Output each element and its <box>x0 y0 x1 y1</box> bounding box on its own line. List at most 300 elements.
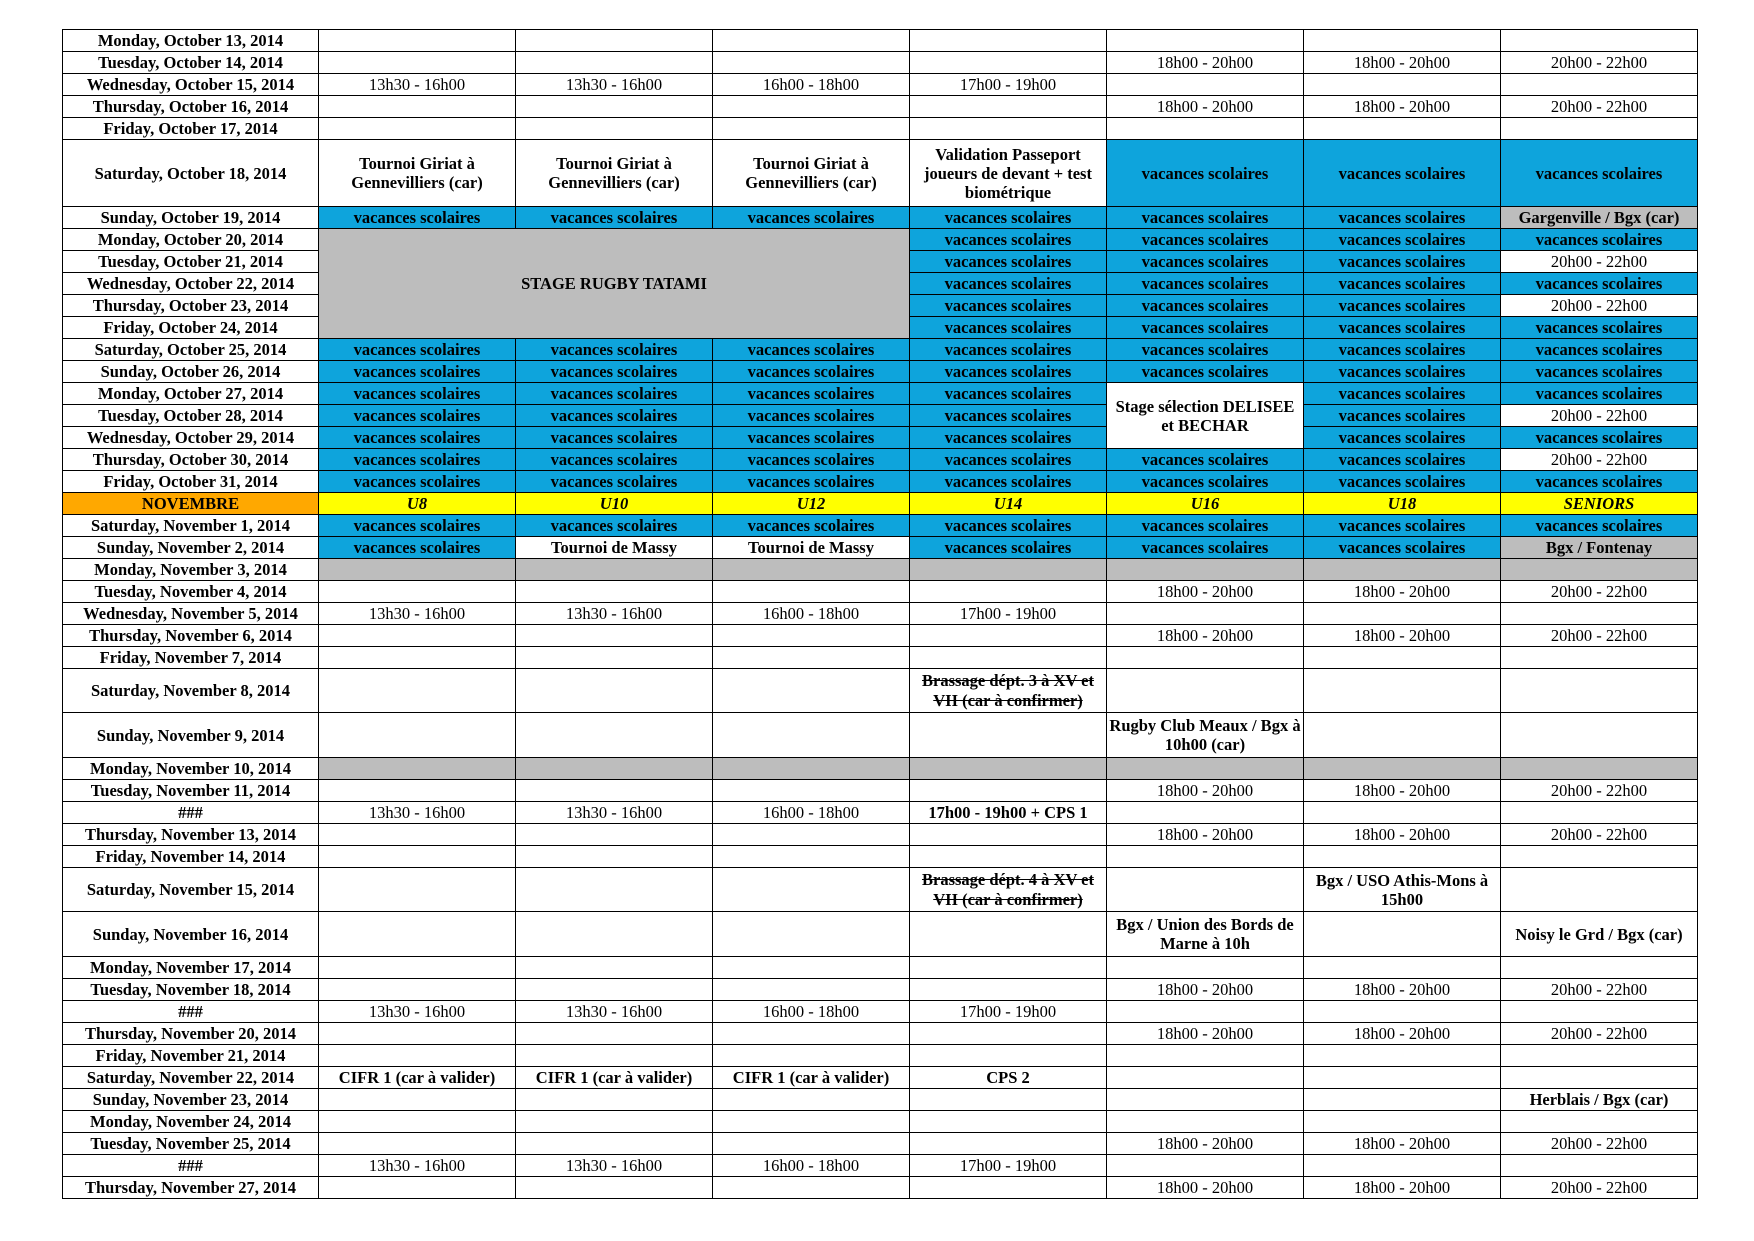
date-cell: ### <box>63 802 319 824</box>
schedule-cell: 13h30 - 16h00 <box>516 74 713 96</box>
schedule-cell <box>319 868 516 912</box>
schedule-cell <box>1304 603 1501 625</box>
schedule-cell: Gargenville / Bgx (car) <box>1501 207 1698 229</box>
schedule-cell <box>1501 868 1698 912</box>
schedule-cell <box>319 780 516 802</box>
date-cell: Sunday, November 9, 2014 <box>63 713 319 758</box>
schedule-cell <box>1501 713 1698 758</box>
schedule-cell: vacances scolaires <box>1107 515 1304 537</box>
table-row <box>63 824 1698 846</box>
schedule-cell: vacances scolaires <box>910 251 1107 273</box>
schedule-cell <box>713 824 910 846</box>
table-row <box>63 957 1698 979</box>
schedule-cell: vacances scolaires <box>1304 405 1501 427</box>
table-row <box>63 1133 1698 1155</box>
schedule-cell: vacances scolaires <box>713 405 910 427</box>
table-row <box>63 669 1698 713</box>
schedule-cell <box>713 30 910 52</box>
table-row <box>63 515 1698 537</box>
schedule-cell <box>713 1133 910 1155</box>
table-row <box>63 625 1698 647</box>
schedule-cell <box>319 1045 516 1067</box>
date-cell: Saturday, November 8, 2014 <box>63 669 319 713</box>
schedule-cell: vacances scolaires <box>319 339 516 361</box>
schedule-cell: 18h00 - 20h00 <box>1107 780 1304 802</box>
schedule-cell <box>1107 957 1304 979</box>
schedule-cell <box>1304 669 1501 713</box>
table-row <box>63 559 1698 581</box>
schedule-cell <box>1107 647 1304 669</box>
schedule-cell: 13h30 - 16h00 <box>319 603 516 625</box>
schedule-cell <box>1107 669 1304 713</box>
date-cell: Thursday, October 16, 2014 <box>63 96 319 118</box>
schedule-cell <box>319 30 516 52</box>
date-cell: Tuesday, November 4, 2014 <box>63 581 319 603</box>
schedule-cell <box>910 1045 1107 1067</box>
schedule-cell <box>516 957 713 979</box>
schedule-cell: vacances scolaires <box>516 427 713 449</box>
schedule-cell: 18h00 - 20h00 <box>1304 581 1501 603</box>
schedule-cell: vacances scolaires <box>910 273 1107 295</box>
schedule-cell: 16h00 - 18h00 <box>713 74 910 96</box>
schedule-cell <box>319 912 516 957</box>
schedule-cell: vacances scolaires <box>1304 383 1501 405</box>
schedule-cell: vacances scolaires <box>1107 449 1304 471</box>
date-cell: Wednesday, November 5, 2014 <box>63 603 319 625</box>
table-row <box>63 1089 1698 1111</box>
table-row <box>63 912 1698 957</box>
schedule-cell: vacances scolaires <box>516 339 713 361</box>
schedule-cell: Brassage dépt. 3 à XV et VII (car à confirmer) <box>910 669 1107 713</box>
date-cell: Monday, November 3, 2014 <box>63 559 319 581</box>
date-cell: Saturday, November 15, 2014 <box>63 868 319 912</box>
schedule-cell <box>713 1045 910 1067</box>
schedule-cell <box>1304 118 1501 140</box>
schedule-cell <box>1107 1067 1304 1089</box>
schedule-cell <box>516 780 713 802</box>
schedule-cell <box>1501 1045 1698 1067</box>
schedule-cell: vacances scolaires <box>319 361 516 383</box>
schedule-cell: vacances scolaires <box>713 361 910 383</box>
schedule-cell <box>319 647 516 669</box>
schedule-cell: 17h00 - 19h00 <box>910 74 1107 96</box>
schedule-cell: vacances scolaires <box>910 339 1107 361</box>
schedule-cell <box>516 713 713 758</box>
schedule-cell: 18h00 - 20h00 <box>1107 581 1304 603</box>
schedule-cell <box>1107 603 1304 625</box>
schedule-cell <box>1501 1155 1698 1177</box>
schedule-cell: 20h00 - 22h00 <box>1501 52 1698 74</box>
schedule-cell: 17h00 - 19h00 <box>910 1155 1107 1177</box>
schedule-cell: CIFR 1 (car à valider) <box>516 1067 713 1089</box>
schedule-cell: Stage sélection DELISEE et BECHAR <box>1107 383 1304 449</box>
table-row <box>63 1045 1698 1067</box>
table-row <box>63 780 1698 802</box>
schedule-cell <box>713 1023 910 1045</box>
schedule-cell: vacances scolaires <box>516 383 713 405</box>
schedule-cell: vacances scolaires <box>713 427 910 449</box>
schedule-cell: 18h00 - 20h00 <box>1304 979 1501 1001</box>
schedule-cell <box>1501 1001 1698 1023</box>
schedule-cell <box>516 647 713 669</box>
schedule-cell: vacances scolaires <box>1107 361 1304 383</box>
date-cell: Wednesday, October 29, 2014 <box>63 427 319 449</box>
schedule-cell <box>516 912 713 957</box>
date-cell: Sunday, October 26, 2014 <box>63 361 319 383</box>
schedule-cell <box>1501 118 1698 140</box>
table-row <box>63 846 1698 868</box>
schedule-cell: 18h00 - 20h00 <box>1107 824 1304 846</box>
schedule-cell <box>1304 74 1501 96</box>
schedule-cell: vacances scolaires <box>1501 383 1698 405</box>
date-cell: Saturday, November 22, 2014 <box>63 1067 319 1089</box>
schedule-cell <box>910 979 1107 1001</box>
schedule-cell: vacances scolaires <box>910 229 1107 251</box>
schedule-cell <box>910 846 1107 868</box>
schedule-cell <box>319 713 516 758</box>
schedule-cell: 20h00 - 22h00 <box>1501 824 1698 846</box>
schedule-cell: Tournoi Giriat à Gennevilliers (car) <box>319 140 516 207</box>
schedule-cell: 17h00 - 19h00 + CPS 1 <box>910 802 1107 824</box>
schedule-cell <box>910 1133 1107 1155</box>
schedule-cell: vacances scolaires <box>516 471 713 493</box>
schedule-cell: vacances scolaires <box>1304 449 1501 471</box>
schedule-cell: Rugby Club Meaux / Bgx à 10h00 (car) <box>1107 713 1304 758</box>
date-cell: Sunday, November 2, 2014 <box>63 537 319 559</box>
schedule-cell <box>1501 846 1698 868</box>
schedule-cell <box>910 758 1107 780</box>
schedule-cell <box>1107 74 1304 96</box>
schedule-cell <box>1501 74 1698 96</box>
schedule-cell <box>1304 647 1501 669</box>
schedule-cell: vacances scolaires <box>1107 295 1304 317</box>
schedule-cell <box>319 96 516 118</box>
schedule-cell <box>516 1045 713 1067</box>
date-cell: Sunday, October 19, 2014 <box>63 207 319 229</box>
schedule-cell: 13h30 - 16h00 <box>516 1001 713 1023</box>
schedule-cell <box>516 52 713 74</box>
schedule-cell <box>1501 30 1698 52</box>
schedule-table <box>62 29 1698 1199</box>
schedule-cell <box>319 846 516 868</box>
table-row <box>63 979 1698 1001</box>
schedule-cell <box>319 118 516 140</box>
schedule-cell: vacances scolaires <box>1501 317 1698 339</box>
schedule-cell: vacances scolaires <box>1304 207 1501 229</box>
schedule-cell <box>516 868 713 912</box>
schedule-cell <box>516 846 713 868</box>
schedule-cell <box>713 1089 910 1111</box>
schedule-cell <box>1107 118 1304 140</box>
table-row <box>63 537 1698 559</box>
schedule-cell: vacances scolaires <box>1501 229 1698 251</box>
schedule-cell: vacances scolaires <box>1107 339 1304 361</box>
schedule-cell <box>713 669 910 713</box>
schedule-cell <box>1107 1155 1304 1177</box>
schedule-cell: Brassage dépt. 4 à XV et VII (car à confirmer) <box>910 868 1107 912</box>
schedule-cell: vacances scolaires <box>1107 140 1304 207</box>
schedule-body <box>63 30 1698 1199</box>
schedule-cell: vacances scolaires <box>1501 427 1698 449</box>
schedule-cell <box>1304 1155 1501 1177</box>
schedule-cell <box>910 581 1107 603</box>
table-row <box>63 207 1698 229</box>
date-cell: Friday, October 17, 2014 <box>63 118 319 140</box>
schedule-cell <box>713 758 910 780</box>
date-cell: Thursday, November 27, 2014 <box>63 1177 319 1199</box>
schedule-cell <box>319 52 516 74</box>
schedule-cell: vacances scolaires <box>1107 317 1304 339</box>
schedule-cell <box>319 1023 516 1045</box>
schedule-cell: U10 <box>516 493 713 515</box>
schedule-cell: vacances scolaires <box>713 207 910 229</box>
schedule-cell: 17h00 - 19h00 <box>910 603 1107 625</box>
schedule-cell: vacances scolaires <box>319 207 516 229</box>
schedule-cell: vacances scolaires <box>1107 273 1304 295</box>
schedule-cell: 18h00 - 20h00 <box>1304 1177 1501 1199</box>
schedule-cell <box>319 957 516 979</box>
schedule-cell: 18h00 - 20h00 <box>1107 979 1304 1001</box>
schedule-cell: U18 <box>1304 493 1501 515</box>
table-row <box>63 52 1698 74</box>
schedule-cell: 16h00 - 18h00 <box>713 802 910 824</box>
schedule-cell: 20h00 - 22h00 <box>1501 1023 1698 1045</box>
date-cell: Thursday, October 23, 2014 <box>63 295 319 317</box>
schedule-cell: 18h00 - 20h00 <box>1304 780 1501 802</box>
schedule-cell <box>713 957 910 979</box>
schedule-cell <box>1501 1111 1698 1133</box>
schedule-cell <box>713 912 910 957</box>
table-row <box>63 140 1698 207</box>
schedule-cell: 18h00 - 20h00 <box>1304 52 1501 74</box>
schedule-cell <box>319 1133 516 1155</box>
schedule-cell: vacances scolaires <box>910 449 1107 471</box>
schedule-cell: vacances scolaires <box>516 361 713 383</box>
date-cell: Friday, November 14, 2014 <box>63 846 319 868</box>
date-cell: Tuesday, November 25, 2014 <box>63 1133 319 1155</box>
schedule-cell <box>713 96 910 118</box>
table-row <box>63 361 1698 383</box>
schedule-cell: Validation Passeport joueurs de devant + test biométrique <box>910 140 1107 207</box>
schedule-cell <box>910 912 1107 957</box>
schedule-cell <box>713 647 910 669</box>
schedule-cell <box>1304 1001 1501 1023</box>
schedule-cell <box>910 625 1107 647</box>
schedule-cell: vacances scolaires <box>1501 140 1698 207</box>
schedule-cell: vacances scolaires <box>1304 339 1501 361</box>
schedule-cell: vacances scolaires <box>1107 251 1304 273</box>
date-cell: Wednesday, October 15, 2014 <box>63 74 319 96</box>
schedule-cell: vacances scolaires <box>1107 537 1304 559</box>
schedule-cell <box>1501 758 1698 780</box>
schedule-cell: vacances scolaires <box>516 515 713 537</box>
table-row <box>63 30 1698 52</box>
schedule-cell: vacances scolaires <box>319 471 516 493</box>
table-row <box>63 118 1698 140</box>
schedule-cell: vacances scolaires <box>319 383 516 405</box>
schedule-cell: 20h00 - 22h00 <box>1501 625 1698 647</box>
schedule-cell <box>516 118 713 140</box>
schedule-cell <box>1107 1089 1304 1111</box>
schedule-cell <box>1304 1111 1501 1133</box>
schedule-cell <box>1107 868 1304 912</box>
schedule-cell: vacances scolaires <box>1304 140 1501 207</box>
schedule-cell: vacances scolaires <box>516 405 713 427</box>
schedule-cell: 16h00 - 18h00 <box>713 1001 910 1023</box>
schedule-cell: 18h00 - 20h00 <box>1107 52 1304 74</box>
schedule-cell <box>713 780 910 802</box>
schedule-cell <box>1501 957 1698 979</box>
date-cell: Thursday, November 6, 2014 <box>63 625 319 647</box>
date-cell: Monday, November 10, 2014 <box>63 758 319 780</box>
schedule-cell <box>516 1111 713 1133</box>
schedule-cell: U8 <box>319 493 516 515</box>
schedule-cell: vacances scolaires <box>319 427 516 449</box>
schedule-cell: 16h00 - 18h00 <box>713 1155 910 1177</box>
schedule-cell: CIFR 1 (car à valider) <box>713 1067 910 1089</box>
date-cell: Friday, November 7, 2014 <box>63 647 319 669</box>
schedule-cell: Bgx / Fontenay <box>1501 537 1698 559</box>
date-cell: Tuesday, November 18, 2014 <box>63 979 319 1001</box>
schedule-cell: 13h30 - 16h00 <box>319 1155 516 1177</box>
date-cell: Tuesday, October 21, 2014 <box>63 251 319 273</box>
date-cell: Thursday, October 30, 2014 <box>63 449 319 471</box>
schedule-cell <box>1107 1001 1304 1023</box>
schedule-cell: U12 <box>713 493 910 515</box>
schedule-cell: 20h00 - 22h00 <box>1501 96 1698 118</box>
schedule-cell <box>1304 846 1501 868</box>
schedule-cell <box>713 1177 910 1199</box>
schedule-cell: vacances scolaires <box>1304 317 1501 339</box>
schedule-cell: vacances scolaires <box>516 207 713 229</box>
table-row <box>63 427 1698 449</box>
date-cell: ### <box>63 1155 319 1177</box>
schedule-cell: vacances scolaires <box>910 317 1107 339</box>
schedule-cell <box>713 559 910 581</box>
schedule-cell: 13h30 - 16h00 <box>319 74 516 96</box>
schedule-cell: 18h00 - 20h00 <box>1304 1133 1501 1155</box>
table-row <box>63 581 1698 603</box>
schedule-cell: vacances scolaires <box>910 471 1107 493</box>
schedule-cell: 18h00 - 20h00 <box>1304 1023 1501 1045</box>
date-cell: ### <box>63 1001 319 1023</box>
schedule-cell <box>516 559 713 581</box>
table-row <box>63 802 1698 824</box>
schedule-cell <box>319 559 516 581</box>
schedule-cell <box>713 979 910 1001</box>
table-row <box>63 405 1698 427</box>
schedule-cell <box>1304 758 1501 780</box>
schedule-cell <box>713 868 910 912</box>
schedule-cell <box>516 758 713 780</box>
date-cell: Saturday, November 1, 2014 <box>63 515 319 537</box>
date-cell: Friday, October 31, 2014 <box>63 471 319 493</box>
schedule-cell: 13h30 - 16h00 <box>516 802 713 824</box>
schedule-cell: Tournoi Giriat à Gennevilliers (car) <box>516 140 713 207</box>
schedule-cell <box>319 979 516 1001</box>
schedule-cell <box>910 780 1107 802</box>
schedule-cell <box>910 824 1107 846</box>
schedule-cell: 18h00 - 20h00 <box>1107 1133 1304 1155</box>
schedule-cell: vacances scolaires <box>1107 471 1304 493</box>
schedule-cell <box>1304 802 1501 824</box>
schedule-cell <box>910 1089 1107 1111</box>
schedule-cell: vacances scolaires <box>319 515 516 537</box>
schedule-cell: 13h30 - 16h00 <box>319 802 516 824</box>
table-row <box>63 1023 1698 1045</box>
schedule-cell: STAGE RUGBY TATAMI <box>319 229 910 339</box>
schedule-cell: vacances scolaires <box>713 449 910 471</box>
date-cell: Monday, October 27, 2014 <box>63 383 319 405</box>
schedule-cell <box>319 669 516 713</box>
schedule-cell: vacances scolaires <box>319 405 516 427</box>
date-cell: Tuesday, October 28, 2014 <box>63 405 319 427</box>
schedule-cell: 13h30 - 16h00 <box>516 603 713 625</box>
schedule-cell: vacances scolaires <box>1501 471 1698 493</box>
schedule-cell <box>1107 30 1304 52</box>
schedule-cell <box>1107 559 1304 581</box>
schedule-cell: Noisy le Grd / Bgx (car) <box>1501 912 1698 957</box>
schedule-cell: vacances scolaires <box>1304 361 1501 383</box>
schedule-cell: vacances scolaires <box>1501 361 1698 383</box>
date-cell: Friday, November 21, 2014 <box>63 1045 319 1067</box>
schedule-cell: Tournoi de Massy <box>713 537 910 559</box>
schedule-cell: 16h00 - 18h00 <box>713 603 910 625</box>
table-row <box>63 1111 1698 1133</box>
schedule-cell: vacances scolaires <box>713 383 910 405</box>
table-row <box>63 1155 1698 1177</box>
schedule-cell <box>910 52 1107 74</box>
schedule-cell: vacances scolaires <box>910 361 1107 383</box>
schedule-cell <box>319 1111 516 1133</box>
date-cell: Monday, November 17, 2014 <box>63 957 319 979</box>
schedule-cell <box>910 713 1107 758</box>
schedule-cell <box>516 625 713 647</box>
schedule-cell: 20h00 - 22h00 <box>1501 780 1698 802</box>
schedule-cell: 18h00 - 20h00 <box>1304 625 1501 647</box>
schedule-cell: vacances scolaires <box>319 449 516 471</box>
table-row <box>63 383 1698 405</box>
schedule-cell: vacances scolaires <box>516 449 713 471</box>
schedule-cell: vacances scolaires <box>1304 471 1501 493</box>
schedule-cell: 18h00 - 20h00 <box>1107 96 1304 118</box>
table-row <box>63 1001 1698 1023</box>
date-cell: NOVEMBRE <box>63 493 319 515</box>
schedule-cell: vacances scolaires <box>1304 295 1501 317</box>
date-cell: Friday, October 24, 2014 <box>63 317 319 339</box>
schedule-cell: 20h00 - 22h00 <box>1501 251 1698 273</box>
table-row <box>63 868 1698 912</box>
schedule-cell: vacances scolaires <box>1501 339 1698 361</box>
schedule-cell <box>1501 603 1698 625</box>
schedule-cell: vacances scolaires <box>910 383 1107 405</box>
schedule-cell <box>910 1111 1107 1133</box>
schedule-cell <box>1501 1067 1698 1089</box>
table-row <box>63 339 1698 361</box>
schedule-cell: 20h00 - 22h00 <box>1501 405 1698 427</box>
schedule-cell: vacances scolaires <box>910 207 1107 229</box>
date-cell: Thursday, November 20, 2014 <box>63 1023 319 1045</box>
date-cell: Monday, October 13, 2014 <box>63 30 319 52</box>
schedule-cell <box>319 581 516 603</box>
schedule-cell: 20h00 - 22h00 <box>1501 295 1698 317</box>
schedule-cell: 18h00 - 20h00 <box>1107 625 1304 647</box>
schedule-cell <box>910 1023 1107 1045</box>
schedule-cell <box>910 96 1107 118</box>
schedule-cell <box>319 824 516 846</box>
schedule-cell <box>1304 1045 1501 1067</box>
schedule-cell: SENIORS <box>1501 493 1698 515</box>
